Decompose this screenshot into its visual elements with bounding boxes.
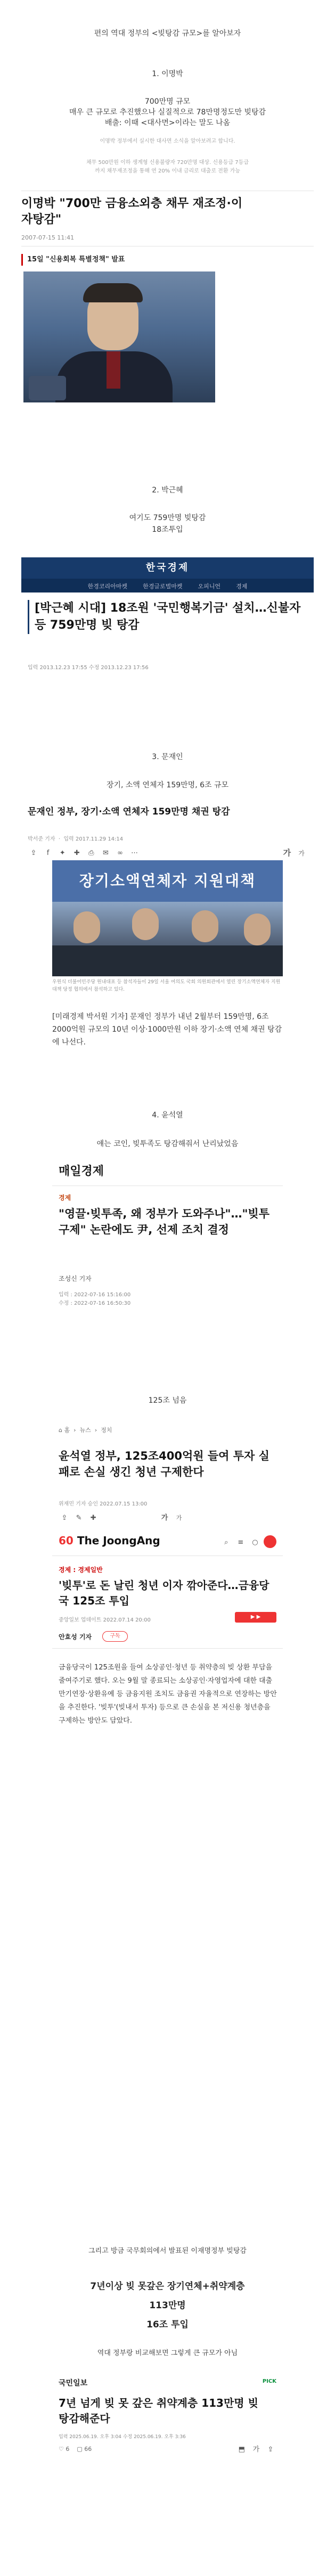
s3-photo-text: 장기소액연체자 지원대책 xyxy=(79,872,256,890)
ja-meta: 중앙일보 업데이트 2022.07.14 20:00 xyxy=(59,1617,151,1623)
comment-icon[interactable]: ✎ xyxy=(76,1514,82,1522)
s5-tools xyxy=(59,1512,99,1524)
s3-photo xyxy=(52,860,283,976)
s6-line2: 역대 정부랑 비교해보면 그렇게 큰 규모가 아님 xyxy=(97,2349,238,2357)
s3-photo-caption: 우원식 더불어민주당 원내대표 등 참석자들이 29일 서울 여의도 국회 의원회관에서 열린 장기소액연체자 지원대책 당정 협의에서 참석하고 있다. xyxy=(52,980,281,992)
hk-tab-3[interactable]: 오피니언 xyxy=(198,583,221,590)
s5-headline[interactable]: 윤석열 정부, 125조400억원 들여 투자 실패로 손실 생긴 청년 구제한다 xyxy=(59,1450,269,1478)
s6-big3: 16조 투입 xyxy=(146,2319,189,2330)
s4-line1: 얘는 코인, 빚투족도 탕감해줘서 난리났었음 xyxy=(96,1140,239,1148)
s6-tools xyxy=(236,2443,276,2456)
mic-stand-shape xyxy=(29,376,66,400)
font-size-icon[interactable]: 가 xyxy=(252,2446,260,2454)
s5-line1: 125조 넘음 xyxy=(148,1396,187,1405)
s5-reporter-meta: 위재민 기자 승인 2022.07.15 13:00 xyxy=(59,1501,148,1507)
ja-section[interactable]: 경제 : 경제일반 xyxy=(59,1566,103,1574)
hk-tabs xyxy=(21,579,314,592)
s6-big2: 113만명 xyxy=(149,2300,186,2311)
s6-article xyxy=(52,2374,283,2502)
s1-note1: 이명박 정부에서 실시한 대사면 소식을 알아보려고 합니다. xyxy=(100,138,235,144)
ja-logo[interactable]: 60 The JoongAng xyxy=(59,1534,160,1547)
font-decrease-icon[interactable]: 가 xyxy=(298,850,305,857)
hk-tab-4[interactable]: 경제 xyxy=(236,583,248,590)
s1-headline[interactable]: 이명박 "700만 금융소외층 채무 재조정·이자탕감" xyxy=(21,197,243,226)
hk-logo[interactable]: 한국경제 xyxy=(145,562,190,573)
s2-line1: 여기도 759만명 빚탕감 xyxy=(129,514,206,522)
s2-title: 2. 박근혜 xyxy=(152,486,183,495)
s1-date: 2007-07-15 11:41 xyxy=(21,234,75,241)
s4-date2: 수정 : 2022-07-16 16:50:30 xyxy=(59,1301,131,1306)
home-icon[interactable]: ⌂ xyxy=(59,1427,62,1434)
mail-icon[interactable]: ✉ xyxy=(103,849,109,857)
share-icon[interactable]: ⇪ xyxy=(61,1514,68,1522)
ja-top-icons xyxy=(220,1535,276,1549)
ja-reporter[interactable]: 안효성 기자 xyxy=(59,1633,92,1641)
lee-photo xyxy=(23,271,215,402)
s6-big1: 7년이상 빚 못갚은 장기연체+취약계층 xyxy=(90,2281,245,2292)
hair-shape xyxy=(83,283,143,302)
s3-body: [미래경제 박서원 기자] 문재인 정부가 내년 2월부터 159만명, 6조2000억원 규모의 10년 이상·1000만원 이하 장기·소액 연체 채권 탕감에 나선다. xyxy=(52,1013,282,1047)
hk-tab-2[interactable]: 한경글로벌마켓 xyxy=(143,583,183,590)
bookmark-icon[interactable]: ⬒ xyxy=(238,2446,245,2454)
s3-font-controls xyxy=(281,847,307,859)
s1-title: 1. 이명박 xyxy=(152,70,183,78)
s1-line2: 매우 큰 규모로 추진했으나 실질적으로 78만명정도만 빚탕감 xyxy=(69,108,266,117)
s4-title: 4. 윤석열 xyxy=(152,1111,183,1120)
s1-amount: 700만명 규모 xyxy=(144,97,191,106)
ja-listen-button[interactable]: ▶ ▶ xyxy=(235,1612,276,1623)
ja-badge-icon[interactable] xyxy=(264,1535,276,1548)
s5-font-controls xyxy=(159,1512,185,1524)
account-icon[interactable]: ○ xyxy=(252,1538,258,1546)
table-shape xyxy=(52,945,283,976)
crumb-home[interactable]: 홈 xyxy=(64,1427,70,1434)
facebook-icon[interactable]: f xyxy=(46,849,50,857)
s1-photo-caption-box xyxy=(21,254,144,266)
breadcrumb: ⌂ 홈 › 뉴스 › 정치 xyxy=(59,1427,112,1434)
s1-line3: 배출: 이때 <대사면>이라는 말도 나옴 xyxy=(104,119,231,127)
s2-line2: 18조투입 xyxy=(152,525,183,534)
print-icon[interactable]: ⎙ xyxy=(88,849,94,857)
s6-reactions xyxy=(59,2446,92,2452)
s2-article xyxy=(21,557,314,680)
twitter-icon[interactable]: ✦ xyxy=(59,849,66,857)
hk-header xyxy=(21,557,314,579)
share-icon[interactable]: ⇪ xyxy=(267,2446,274,2454)
person-shape xyxy=(73,911,100,943)
mk-section[interactable]: 경제 xyxy=(59,1194,71,1201)
s2-headline[interactable]: [박근혜 시대] 18조원 '국민행복기금' 설치…신불자 등 759만명 빚 탕감 xyxy=(28,600,307,634)
bookmark-icon[interactable]: ✚ xyxy=(90,1514,96,1522)
s4-date1: 입력 : 2022-07-16 15:16:00 xyxy=(59,1292,131,1298)
ja-headline[interactable]: '빚투'로 돈 날린 청년 이자 깎아준다…금융당국 125조 투입 xyxy=(59,1579,269,1607)
s3-headline[interactable]: 문재인 정부, 장기·소액 연체자 159만명 채권 탕감 xyxy=(28,806,230,817)
font-increase-icon[interactable]: 가 xyxy=(161,1514,168,1522)
kmib-logo[interactable]: 국민일보 xyxy=(59,2379,88,2388)
subscribe-button[interactable]: 구독 xyxy=(102,1631,128,1642)
crumb-politics[interactable]: 정치 xyxy=(101,1427,112,1434)
intro-text: 편의 역대 정부의 <빚탕감 규모>를 알아보자 xyxy=(94,29,241,38)
s1-photo-caption: 15일 "신용회복 특별정책" 발표 xyxy=(27,256,125,264)
like-count: 6 xyxy=(66,2446,70,2452)
s3-line1: 장기, 소액 연체자 159만명, 6조 규모 xyxy=(106,781,229,789)
s6-date: 입력 2025.06.19. 오후 3:04 수정 2025.06.19. 오후 3:36 xyxy=(59,2434,186,2440)
divider xyxy=(52,1648,283,1649)
ja-60-mark: 60 xyxy=(59,1534,73,1547)
s3-byline: 박서준 기자 xyxy=(28,836,55,842)
s6-line1: 그리고 방금 국무회의에서 발표된 이재명정부 빚탕감 xyxy=(88,2247,247,2255)
font-increase-icon[interactable]: 가 xyxy=(283,848,291,858)
bookmark-icon[interactable]: ✚ xyxy=(73,849,80,857)
s3-title: 3. 문재인 xyxy=(152,753,183,761)
person-shape xyxy=(192,910,218,942)
person-shape xyxy=(244,913,271,945)
share-icon[interactable]: ⇪ xyxy=(30,849,37,857)
search-icon[interactable]: ⌕ xyxy=(224,1538,228,1546)
s2-date: 입력 2013.12.23 17:55 수정 2013.12.23 17:56 xyxy=(28,665,149,671)
banner-shape xyxy=(52,860,283,902)
font-decrease-icon[interactable]: 가 xyxy=(176,1515,182,1521)
comment-icon[interactable]: ▢ xyxy=(77,2446,83,2452)
s1-note2: 채무 500만원 이하 생계형 신용불량자 720만명 대상. 신용등급 7등급 xyxy=(86,160,249,166)
joongang-article xyxy=(52,1530,283,1849)
s3-date: 입력 2017.11.29 14:14 xyxy=(63,836,124,842)
s4-headline[interactable]: "영끌·빚투족, 왜 정부가 도와주나"…"빚투 구제" 논란에도 尹, 선제 조치 결정 xyxy=(59,1207,269,1236)
s6-headline[interactable]: 7년 넘게 빚 못 갚은 취약계층 113만명 빚 탕감해준다 xyxy=(59,2397,258,2425)
s3-share-bar xyxy=(28,847,141,859)
hk-tab-1[interactable]: 한경코리아마켓 xyxy=(87,583,127,590)
ja-body: 금융당국이 125조원을 들여 소상공인·청년 등 취약층의 빚 상환 부담을 줄여주기로 했다. 오는 9월 말 종료되는 소상공인·자영업자에 대한 대출 만기연장·상환유예 등 금융지원 조치도 금융권 자율적으로 연장하는 방안을 추진한다. '빚투'(빚내서 투자) 등으로 큰 손실을 본 저신용 청년층을 구제하는 방안도 담았다. xyxy=(59,1664,277,1725)
s1-note3: 까지 채무재조정을 통해 연 20% 이내 금리로 대출로 전환 가능 xyxy=(94,168,240,174)
link-icon[interactable]: ∞ xyxy=(117,849,123,857)
crumb-news[interactable]: 뉴스 xyxy=(79,1427,91,1434)
s4-article xyxy=(52,1158,283,1312)
menu-icon[interactable]: ≡ xyxy=(238,1538,244,1546)
person-shape xyxy=(132,908,159,940)
s5-article xyxy=(52,1425,283,1526)
mk-logo[interactable]: 매일경제 xyxy=(59,1165,104,1178)
s4-reporter[interactable]: 조성신 기자 xyxy=(59,1275,92,1282)
s3-meta: 박서준 기자 · 입력 2017.11.29 14:14 xyxy=(28,836,124,842)
pick-badge: PICK xyxy=(262,2379,276,2384)
comment-count: 66 xyxy=(84,2446,92,2452)
like-icon[interactable]: ♡ xyxy=(59,2446,64,2452)
tie-shape xyxy=(107,351,120,389)
more-icon[interactable]: ⋯ xyxy=(131,849,138,857)
